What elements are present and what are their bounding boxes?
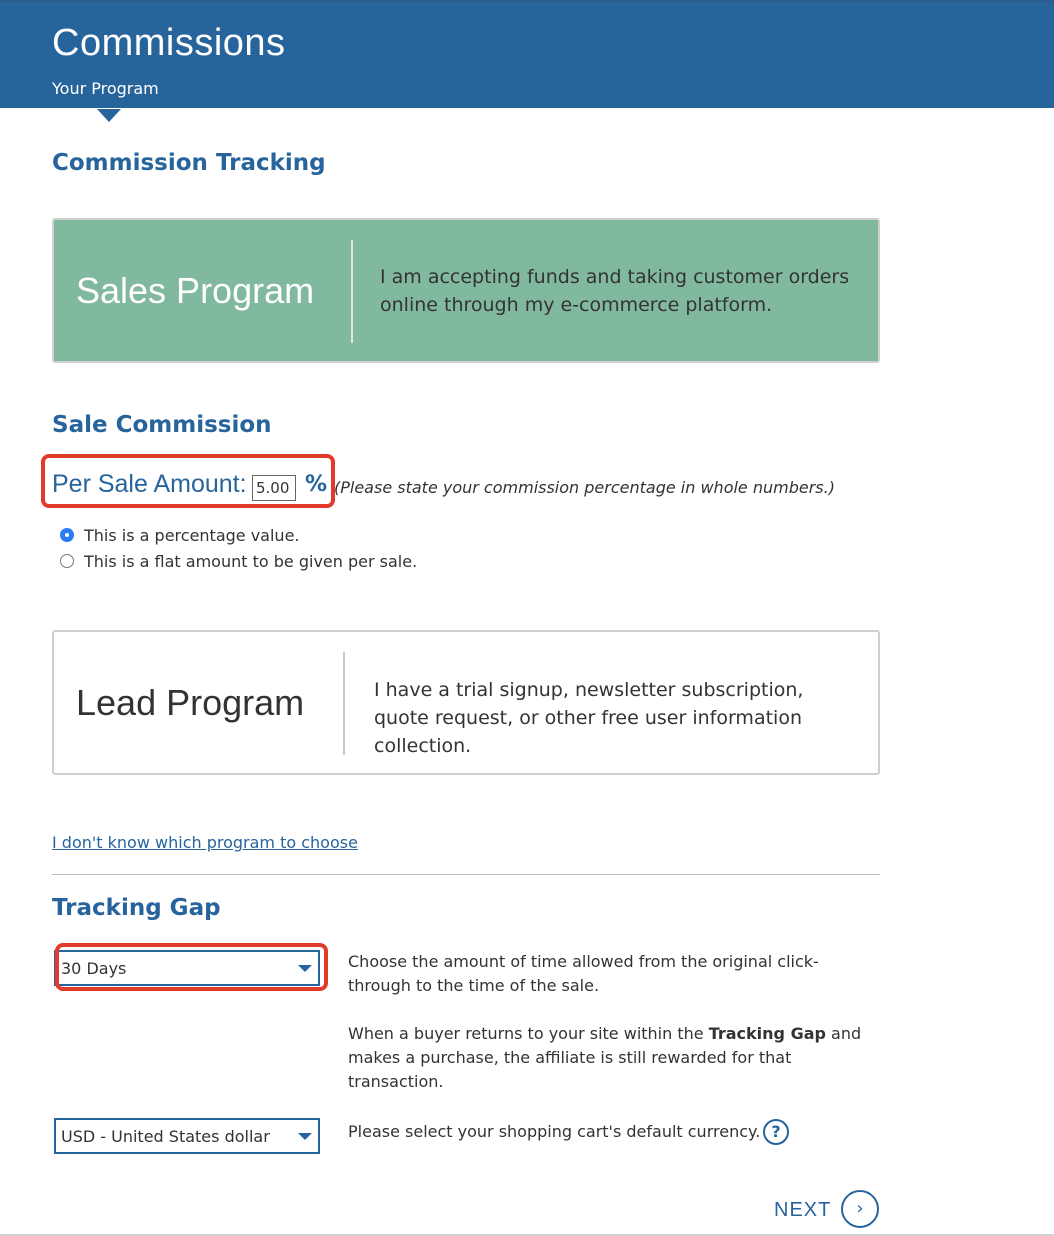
- card-divider: [343, 652, 345, 755]
- card-divider: [351, 240, 353, 343]
- explanation-text: When a buyer returns to your site within the: [348, 1024, 709, 1043]
- page-subtitle: Your Program: [52, 79, 159, 98]
- commission-hint: (Please state your commission percentage in whole numbers.): [334, 478, 835, 497]
- next-button-label[interactable]: NEXT: [774, 1199, 832, 1221]
- tracking-gap-explanation: [348, 1022, 868, 1094]
- flat-amount-radio[interactable]: [60, 554, 74, 568]
- percentage-radio[interactable]: [60, 528, 74, 542]
- chevron-down-icon: [298, 1133, 312, 1140]
- explanation-bold: Tracking Gap: [708, 1024, 826, 1043]
- lead-program-name: Lead Program: [76, 682, 305, 723]
- currency-value: USD - United States dollar: [61, 1127, 270, 1146]
- header-notch: [97, 109, 121, 122]
- page-title: Commissions: [52, 22, 286, 64]
- tracking-gap-highlight-box: [55, 943, 328, 991]
- lead-program-description: I have a trial signup, newsletter subscription, quote request, or other free user information collection.: [374, 679, 804, 757]
- currency-description: Please select your shopping cart's default currency.: [348, 1122, 761, 1141]
- next-arrow-icon[interactable]: ›: [841, 1190, 879, 1228]
- page-header: [0, 0, 1054, 108]
- tracking-gap-heading: Tracking Gap: [52, 895, 221, 921]
- flat-amount-option-label: This is a flat amount to be given per sale.: [84, 552, 418, 571]
- commission-tracking-heading: Commission Tracking: [52, 150, 326, 176]
- tracking-gap-value: 30 Days: [61, 959, 127, 978]
- explanation-text: and makes a purchase, the affiliate is still rewarded for that transaction.: [348, 1024, 862, 1091]
- per-sale-amount-label: Per Sale Amount:: [52, 470, 247, 498]
- tracking-gap-description: Choose the amount of time allowed from the original click-through to the time of the sale.: [348, 952, 819, 995]
- sales-program-name: Sales Program: [76, 270, 315, 311]
- percent-symbol: %: [305, 472, 328, 497]
- sales-program-card[interactable]: [52, 218, 880, 363]
- per-sale-highlight-box: [41, 454, 335, 508]
- section-divider: [52, 874, 880, 875]
- sales-program-description: I am accepting funds and taking customer orders online through my e-commerce platform.: [380, 266, 850, 316]
- program-help-link[interactable]: I don't know which program to choose: [52, 833, 358, 852]
- sale-commission-heading: Sale Commission: [52, 412, 272, 438]
- lead-program-card[interactable]: [52, 630, 880, 775]
- help-icon[interactable]: ?: [763, 1119, 789, 1145]
- percentage-option-label: This is a percentage value.: [84, 526, 300, 545]
- currency-select[interactable]: [54, 1118, 320, 1154]
